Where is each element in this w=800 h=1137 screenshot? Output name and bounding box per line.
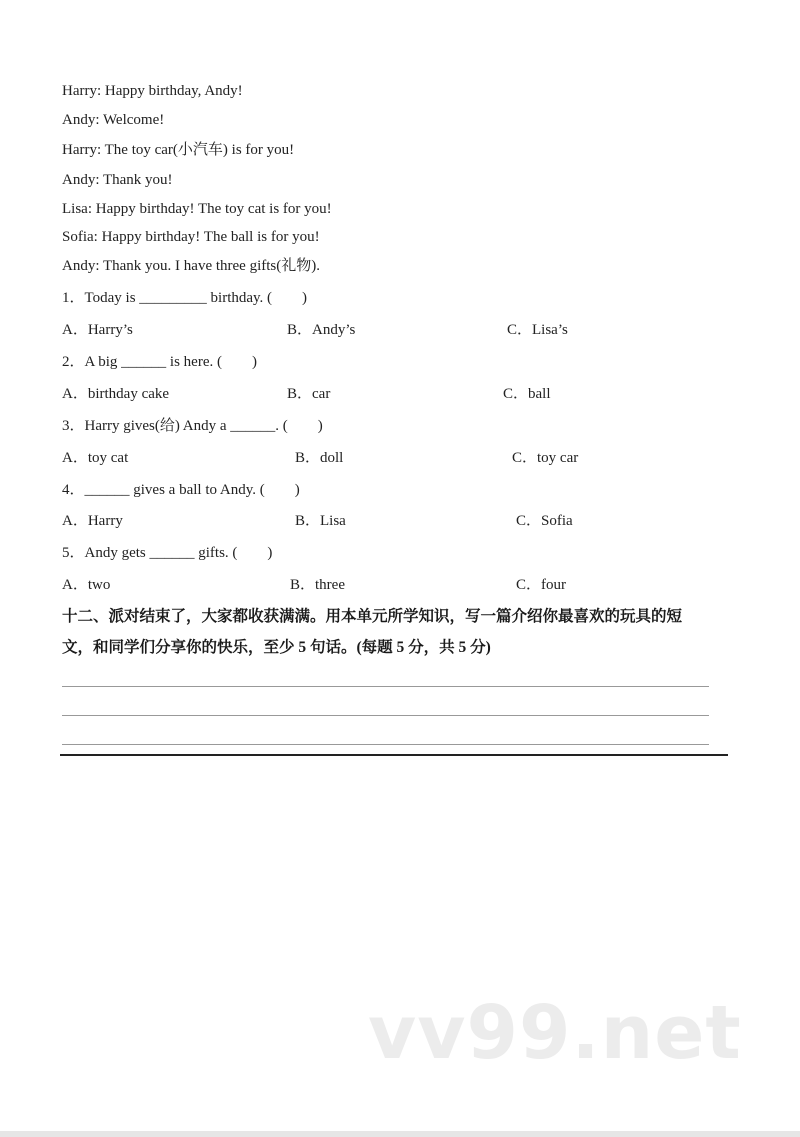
dialogue-line: Andy: Thank you. I have three gifts(礼物).: [62, 258, 320, 274]
question-5: 5．Andy gets ______ gifts. ( ): [62, 545, 273, 561]
option-c: C．four: [516, 577, 566, 593]
dialogue-line: Harry: The toy car(小汽车) is for you!: [62, 142, 295, 158]
option-b: B．doll: [295, 450, 344, 466]
dialogue-line: Lisa: Happy birthday! The toy cat is for you!: [62, 201, 332, 217]
writing-line: [62, 715, 709, 716]
writing-line: [62, 686, 709, 687]
option-a: A．toy cat: [62, 450, 129, 466]
option-a: A．two: [62, 577, 111, 593]
writing-line: [62, 744, 709, 745]
watermark: vv99.net: [368, 990, 742, 1076]
option-a: A．Harry’s: [62, 322, 133, 338]
option-c: C．toy car: [512, 450, 579, 466]
option-c: C．ball: [503, 386, 551, 402]
question-3: 3．Harry gives(给) Andy a ______. ( ): [62, 418, 323, 434]
section-12-heading: 十二、派对结束了，大家都收获满满。用本单元所学知识，写一篇介绍你最喜欢的玩具的短: [62, 608, 683, 625]
option-b: B．Andy’s: [287, 322, 356, 338]
section-divider: [60, 754, 728, 756]
question-2: 2．A big ______ is here. ( ): [62, 354, 257, 370]
question-1: 1．Today is _________ birthday. ( ): [62, 290, 308, 306]
option-b: B．car: [287, 386, 331, 402]
page-edge: [0, 1131, 800, 1137]
option-c: C．Sofia: [516, 513, 573, 529]
dialogue-line: Andy: Thank you!: [62, 172, 173, 188]
dialogue-line: Andy: Welcome!: [62, 112, 165, 128]
section-12-heading-cont: 文，和同学们分享你的快乐，至少 5 句话。(每题 5 分，共 5 分): [62, 639, 491, 656]
question-4: 4．______ gives a ball to Andy. ( ): [62, 482, 300, 498]
dialogue-line: Sofia: Happy birthday! The ball is for you!: [62, 229, 320, 245]
option-b: B．Lisa: [295, 513, 346, 529]
option-b: B．three: [290, 577, 345, 593]
option-a: A．birthday cake: [62, 386, 170, 402]
option-c: C．Lisa’s: [507, 322, 568, 338]
option-a: A．Harry: [62, 513, 123, 529]
dialogue-line: Harry: Happy birthday, Andy!: [62, 83, 243, 99]
